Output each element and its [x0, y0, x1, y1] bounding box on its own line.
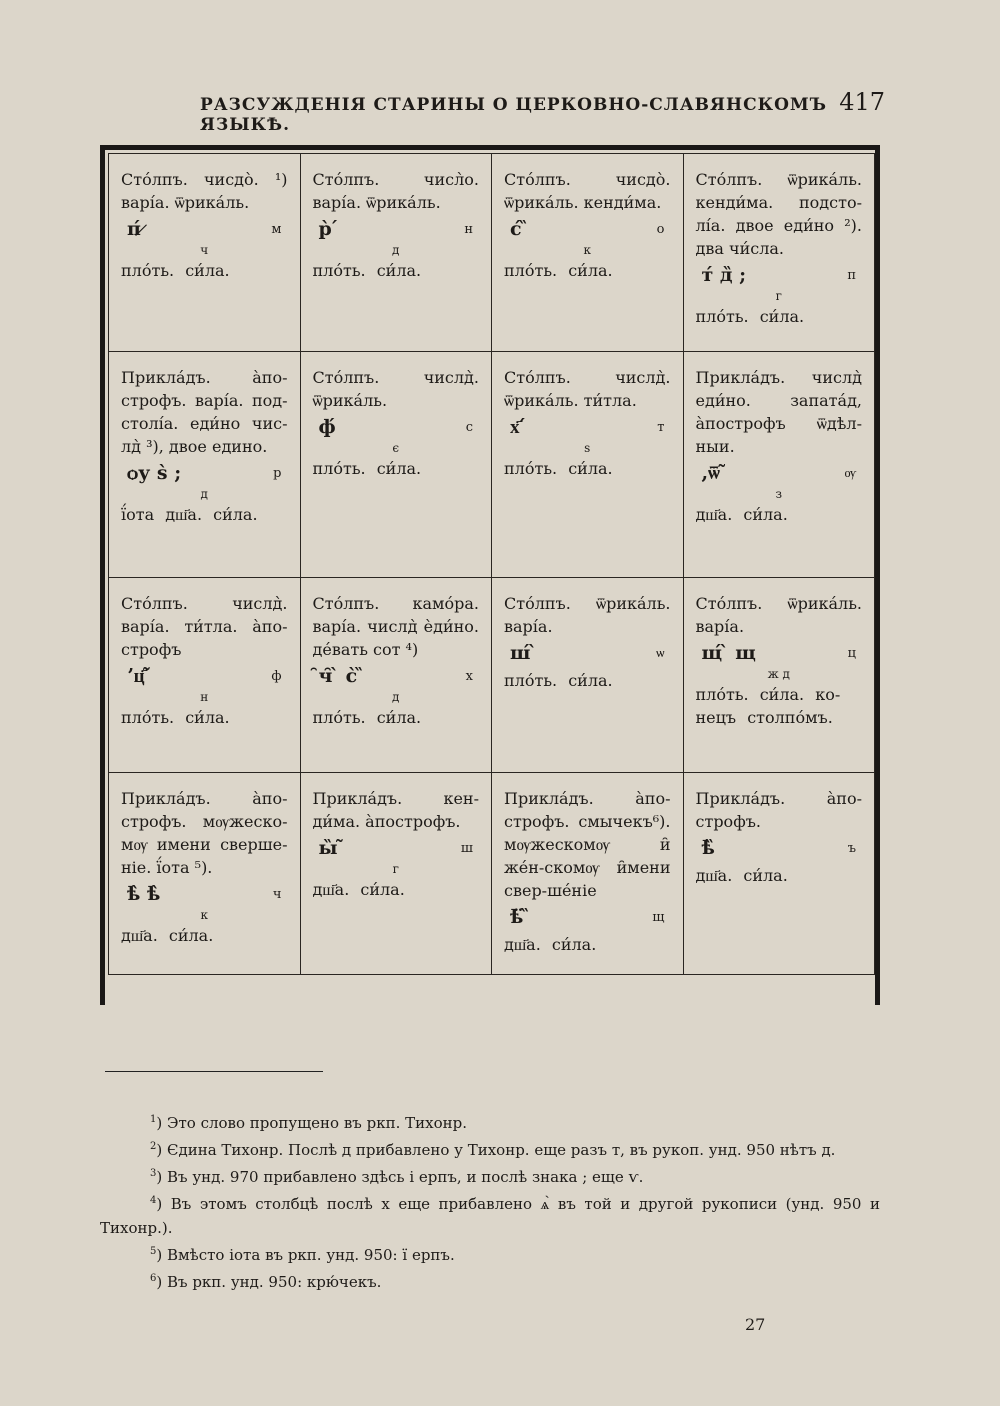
neume-sign: с́ ̏: [510, 218, 529, 240]
sign-mark: д: [200, 487, 208, 501]
footnote-number: 6: [150, 1273, 157, 1284]
footnote-rule: [105, 1071, 323, 1072]
table-cell: [492, 352, 684, 578]
cell-description: Сто́лпъ. ѿрика́ль. варі́а.: [504, 594, 671, 636]
cell-footer: пло́ть. си́ла.: [504, 671, 613, 690]
footnote-text: ) Єдина Тихонр. Послѣ д прибавлено у Тихонр. еще разъ т, въ рукоп. унд. 950 нѣтъ д.: [156, 1141, 836, 1159]
footnote-number: 4: [150, 1195, 157, 1206]
page-number: 417: [839, 88, 885, 116]
table-cell: [301, 578, 493, 773]
footnote: [100, 1135, 880, 1162]
cell-footer: пло́ть. си́ла. ко-нецъ столпо́мъ.: [695, 685, 841, 727]
sign-value: м: [271, 222, 282, 237]
neume-sign: ѣ̈ ̏: [510, 906, 530, 928]
table-cell: [109, 773, 301, 975]
sign-mark: ѕ: [584, 441, 591, 455]
cell-footer: дш҃а. си́ла.: [121, 926, 214, 945]
sign-value: ч: [272, 887, 282, 902]
footnote-text: ) Вмѣсто іота въ ркп. унд. 950: ї ерпъ.: [156, 1246, 455, 1264]
cell-description: Сто́лпъ. камо́ра. варі́а. числд̀ ѐди́но. де́вать сот ⁴): [312, 594, 479, 659]
neume-sign: ʼц҃ ̃: [127, 665, 152, 687]
sign-mark: [504, 665, 671, 667]
footnote-number: 3: [150, 1168, 157, 1179]
cell-description: Прикла́дъ. кен-ди́ма. а̀построфъ.: [312, 789, 479, 831]
footnote: [100, 1267, 880, 1294]
page-header: [200, 88, 885, 135]
cell-signs: [121, 879, 288, 906]
footnote-text: ) Въ этомъ столбцѣ послѣ х еще прибавлено ѧ̀ въ той и другой рукописи (унд. 950 и Тихонр.).: [100, 1195, 880, 1237]
table-cell: [109, 352, 301, 578]
footnote-number: 2: [150, 1141, 157, 1152]
neume-sign: ш́ ̀: [510, 642, 538, 664]
cell-description: Прикла́дъ. числд̀ еди́но. запата́д, а̀построфъ ѿдѣл-ныи.: [695, 368, 862, 456]
cell-footer: пло́ть. си́ла.: [312, 459, 422, 478]
sign-value: п: [847, 268, 856, 283]
sign-mark: г: [775, 289, 782, 303]
neume-sign: р̀ ́: [318, 218, 339, 240]
neume-sign: ѻу ѕ̀ ;: [127, 462, 182, 484]
sign-mark: к: [200, 908, 208, 922]
cell-footer: ї́ота дш҃а. си́ла.: [121, 505, 258, 524]
cell-footer: пло́ть. си́ла.: [504, 459, 613, 478]
neume-sign: п́ ̷: [127, 218, 148, 240]
table-cell: [301, 773, 493, 975]
sign-mark: ч: [200, 243, 209, 257]
cell-signs: [313, 412, 480, 439]
sign-value: ъ: [847, 841, 856, 856]
cell-description: Прикла́дъ. а̀по-строфъ. смычекъ⁶). мѹжескомѹ и̑ же́н-скомѹ и̑мени свер-ше́ніе: [504, 789, 671, 900]
sign-mark: з: [775, 487, 783, 501]
sign-value: х: [465, 669, 473, 684]
cell-footer: дш҃а. си́ла.: [504, 935, 597, 954]
neume-sign: ы̏ ̃: [318, 837, 345, 859]
table-cell: [492, 154, 684, 352]
footnotes: [100, 1108, 880, 1294]
cell-signs: [121, 661, 288, 688]
cell-description: Сто́лпъ. ѿрика́ль. кенди́ма. подсто-лі́а. двое еди́но ²). два чи́сла.: [695, 170, 862, 258]
sign-value: ш: [460, 841, 473, 856]
sign-mark: н: [200, 690, 209, 704]
cell-description: Сто́лпъ. числ̀о. варі́а. ѿрика́ль.: [312, 170, 479, 212]
neume-table: [108, 153, 875, 975]
cell-footer: пло́ть. си́ла.: [121, 708, 230, 727]
cell-signs: [504, 638, 671, 665]
neume-sign: ̑ч̑ ̀ с̀ ̏: [318, 665, 364, 687]
sign-mark: д: [392, 690, 400, 704]
neume-sign: ѣ̀ ѣ̀: [127, 883, 161, 905]
neume-sign: ѣ̏: [701, 837, 715, 859]
cell-signs: [504, 902, 671, 929]
table-cell: [492, 773, 684, 975]
cell-signs: [696, 458, 863, 485]
sign-value: т: [657, 420, 665, 435]
signature-mark: 27: [745, 1315, 766, 1334]
cell-signs: [696, 833, 863, 860]
sign-value: ѡ: [656, 646, 665, 661]
sign-value: н: [464, 222, 473, 237]
table-cell: [684, 578, 876, 773]
table-cell: [684, 773, 876, 975]
sign-mark: ж д: [767, 667, 790, 681]
footnote-text: ) Въ унд. 970 прибавлено здѣсь і ерпъ, и послѣ знака ; еще ѵ.: [156, 1168, 644, 1186]
cell-footer: пло́ть. си́ла.: [695, 307, 805, 326]
sign-value: с: [465, 420, 473, 435]
cell-description: Прикла́дъ. а̀по-строфъ.: [695, 789, 862, 831]
cell-description: Сто́лпъ. чисдо̀. ѿрика́ль. кенди́ма.: [504, 170, 671, 212]
footnote-text: ) Это слово пропущено въ ркп. Тихонр.: [156, 1114, 467, 1132]
cell-signs: [313, 833, 480, 860]
cell-footer: пло́ть. си́ла.: [121, 261, 230, 280]
cell-signs: [313, 214, 480, 241]
sign-value: р: [273, 466, 282, 481]
sign-value: щ: [652, 910, 665, 925]
neume-sign: ,ѿ ̃: [701, 462, 727, 484]
cell-description: Сто́лпъ. числд̀. ѿрика́ль. ти́тла.: [504, 368, 671, 410]
cell-description: Сто́лпъ. числд̀. ѿрика́ль.: [312, 368, 479, 410]
footnote-number: 1: [150, 1114, 157, 1125]
table-cell: [109, 578, 301, 773]
cell-description: Прикла́дъ. а̀по-строфъ. варі́а. под-столі́а. еди́но чис-лд̀ ³), двое едино.: [121, 368, 288, 456]
sign-mark: г: [392, 862, 399, 876]
neume-sign: ф́: [318, 416, 336, 438]
footnote: [100, 1189, 880, 1240]
cell-signs: [696, 260, 863, 287]
cell-footer: дш҃а. си́ла.: [312, 880, 405, 899]
sign-value: о: [656, 222, 665, 237]
cell-description: Сто́лпъ. числд̀. варі́а. ти́тла. а̀по-строфъ: [121, 594, 288, 659]
neume-sign: х҃ ́: [510, 416, 527, 438]
cell-signs: [121, 458, 288, 485]
sign-mark: є: [392, 441, 400, 455]
sign-value: ѹ: [844, 466, 856, 481]
footnote: [100, 1240, 880, 1267]
footnote-number: 5: [150, 1246, 157, 1257]
cell-footer: дш҃а. си́ла.: [695, 505, 788, 524]
sign-mark: д: [392, 243, 400, 257]
running-title: РАЗСУЖДЕНІЯ СТАРИНЫ О ЦЕРКОВНО-СЛАВЯНСКОМЪ ЯЗЫКѢ.: [200, 95, 827, 135]
cell-description: Сто́лпъ. чисдо̀. ¹) варі́а. ѿрика́ль.: [121, 170, 288, 212]
cell-signs: [504, 214, 671, 241]
footnote: [100, 1162, 880, 1189]
cell-footer: дш҃а. си́ла.: [695, 866, 788, 885]
table-cell: [684, 154, 876, 352]
neume-sign: щ́ ̀ щ: [701, 642, 756, 664]
cell-signs: [504, 412, 671, 439]
sign-value: ф: [271, 669, 282, 684]
table-cell: [492, 578, 684, 773]
cell-signs: [696, 638, 863, 665]
cell-footer: пло́ть. си́ла.: [312, 261, 422, 280]
cell-footer: пло́ть. си́ла.: [312, 708, 422, 727]
table-cell: [301, 352, 493, 578]
table-cell: [684, 352, 876, 578]
cell-footer: пло́ть. си́ла.: [504, 261, 613, 280]
neume-sign: т́ д̏ ;: [701, 264, 747, 286]
table-cell: [109, 154, 301, 352]
cell-signs: [313, 661, 480, 688]
sign-mark: [504, 929, 671, 931]
sign-value: ц: [847, 646, 856, 661]
footnote-text: ) Въ ркп. унд. 950: крю́чекъ.: [156, 1273, 382, 1291]
table-cell: [301, 154, 493, 352]
cell-signs: [121, 214, 288, 241]
cell-description: Сто́лпъ. ѿрика́ль. варі́а.: [695, 594, 862, 636]
sign-mark: [696, 860, 863, 862]
cell-description: Прикла́дъ. а̀по-строфъ. мѹжеско-мѹ имени свершe-ніе. ї́ота ⁵).: [121, 789, 288, 877]
sign-mark: к: [583, 243, 591, 257]
footnote: [100, 1108, 880, 1135]
